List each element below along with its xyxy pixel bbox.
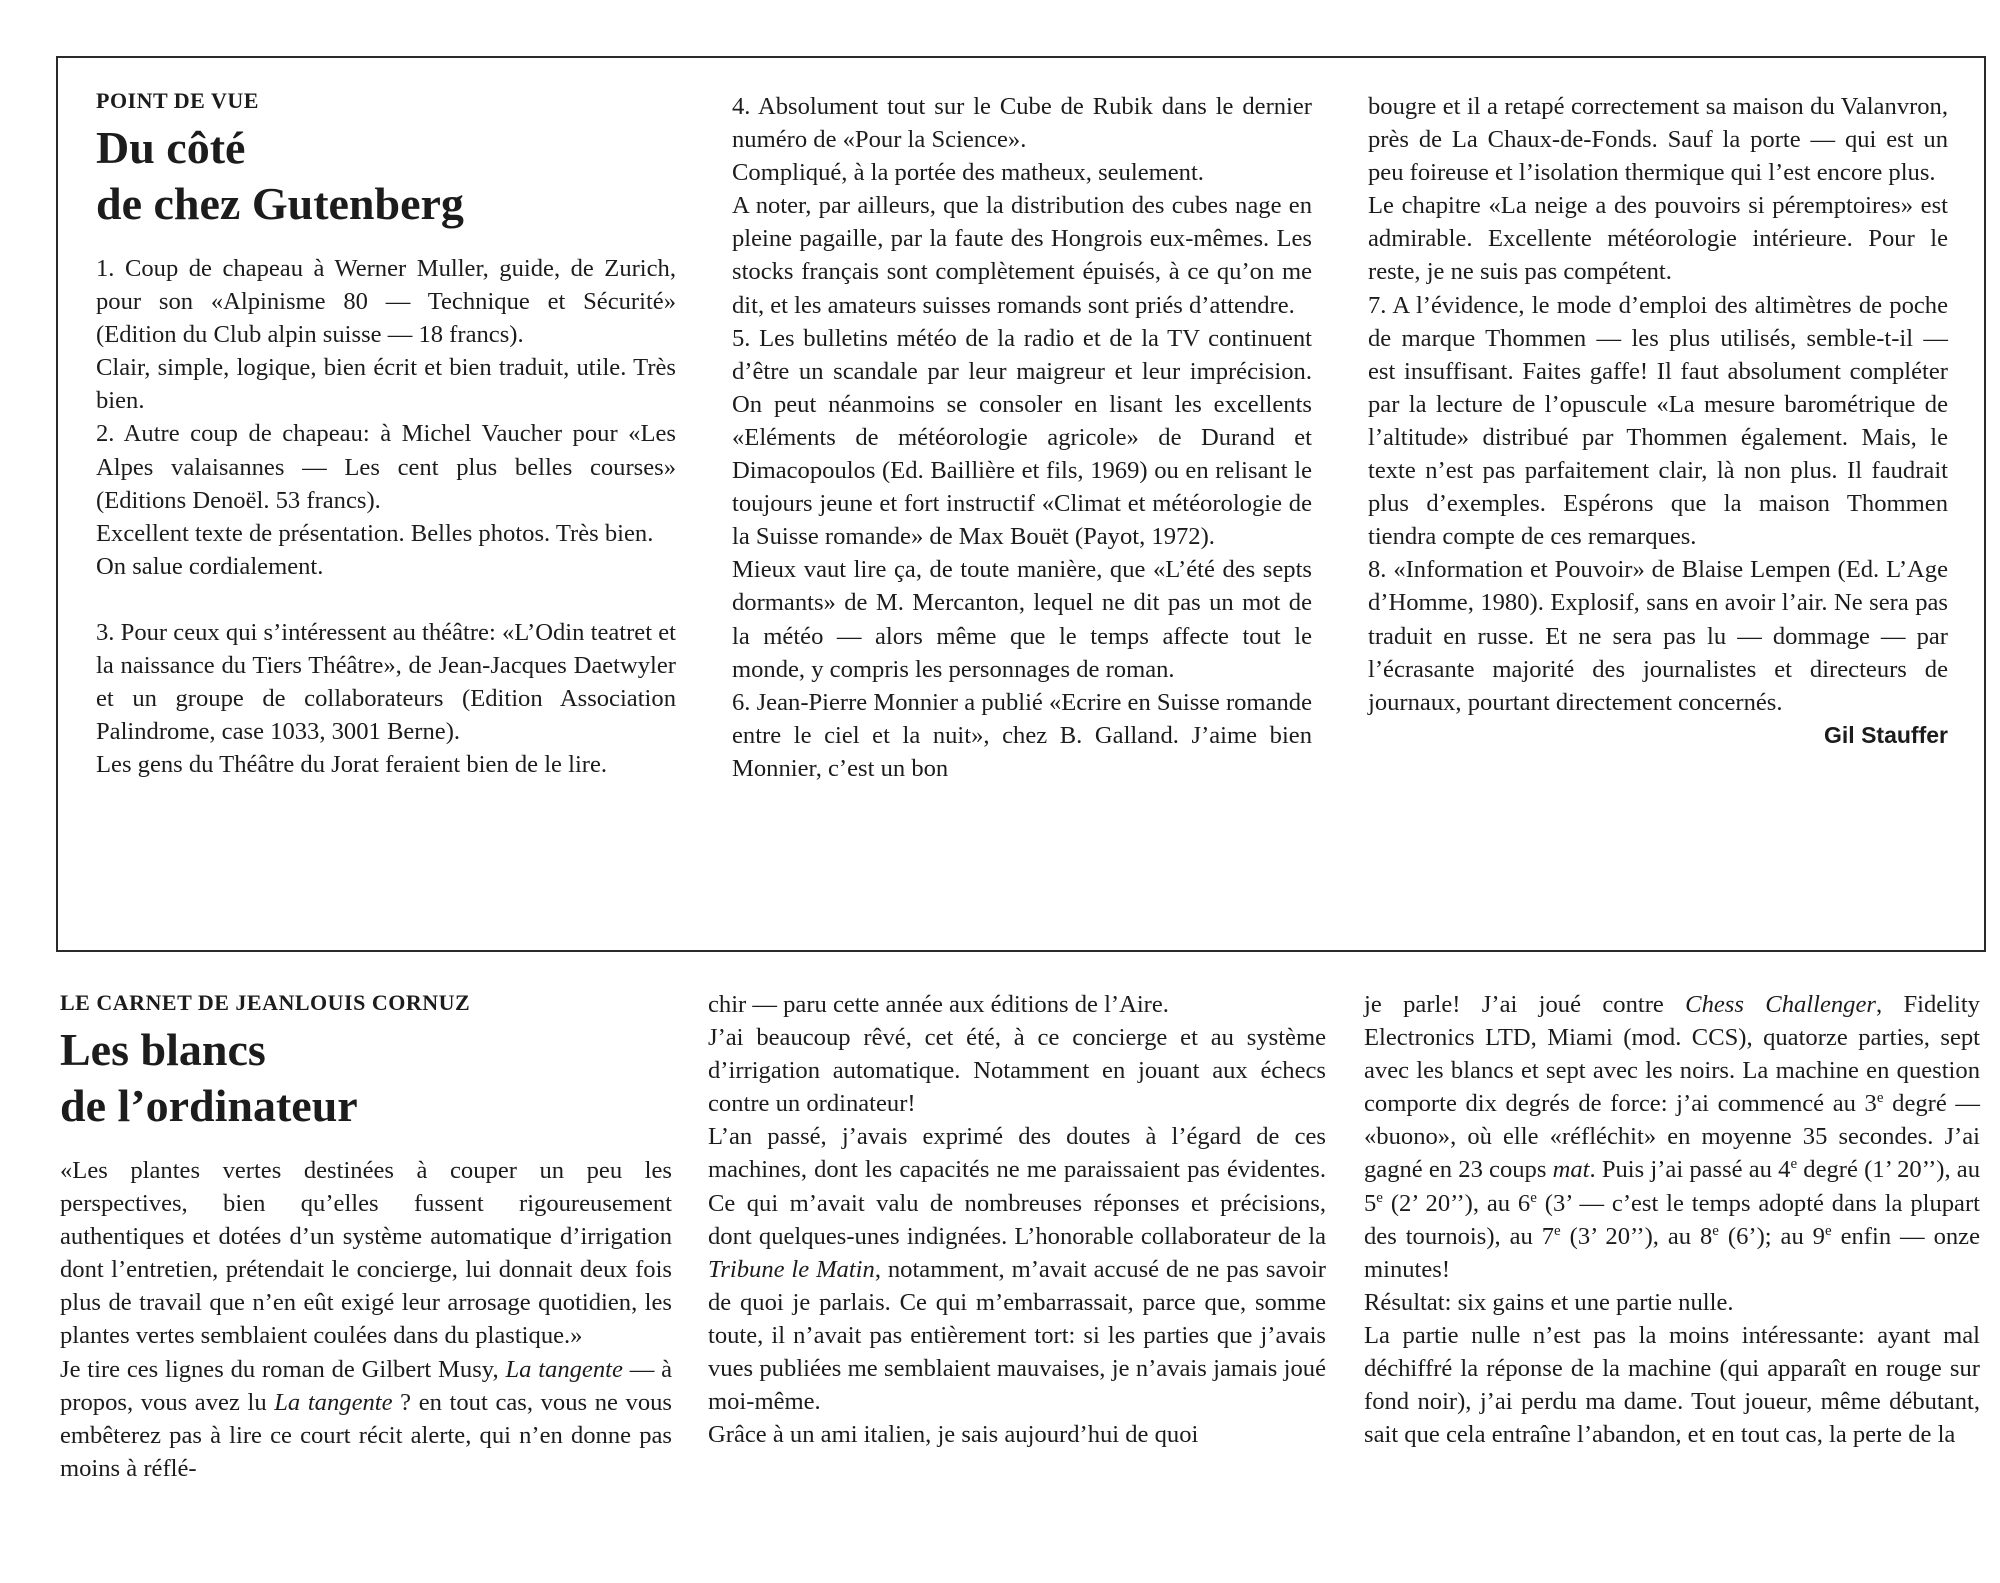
author-signature: Gil Stauffer	[1824, 721, 1948, 748]
paragraph: 2. Autre coup de chapeau: à Michel Vaucher pour «Les Alpes valaisannes — Les cent plus belles courses» (Editions Denoël. 53 francs).	[96, 420, 676, 514]
paragraph: Compliqué, à la portée des matheux, seulement.	[732, 159, 1204, 187]
program-name: Chess Challenger	[1685, 991, 1876, 1018]
book-title: La tangente	[274, 1388, 393, 1416]
paragraph: 3. Pour ceux qui s’intéressent au théâtre: «L’Odin teatret et la naissance du Tiers Théâtre», de Jean-Jacques Daetwyler et un groupe de collaborateurs (Edition Association Palindrome, case 1033, 3001 Berne).	[96, 618, 676, 746]
paragraph: Clair, simple, logique, bien écrit et bien traduit, utile. Très bien.	[96, 354, 676, 415]
paragraph: je parle! J’ai joué contre Chess Challenger, Fidelity Electronics LTD, Miami (mod. CCS), quatorze parties, sept avec les blancs et sept avec les noirs. La machine en question comporte dix degrés de force: j’ai commencé au 3e degré — «buono», où elle «réfléchit» en moyenne 35 secondes. J’ai gagné en 23 coups mat. Puis j’ai passé au 4e degré (1’ 20’’), au 5e (2’ 20’’), au 6e (3’ — c’est le temps adopté dans la plupart des tournois), au 7e (3’ 20’’), au 8e (6’); au 9e enfin — onze minutes!	[1364, 991, 1981, 1283]
paragraph: A noter, par ailleurs, que la distribution des cubes nage en pleine pagaille, par la faute des Hongrois eux-mêmes. Les stocks français sont complètement épuisés, à ce qu’on me dit, et les amateurs suisses romands sont priés d’attendre.	[732, 192, 1312, 319]
paragraph: Mieux vaut lire ça, de toute manière, que «L’été des septs dormants» de M. Mercanton, lequel ne dit pas un mot de la météo — alors même que le temps affecte tout le monde, y compris les personnages de roman.	[732, 556, 1312, 683]
paragraph: La partie nulle n’est pas la moins intéressante: ayant mal déchiffré la réponse de la machine (qui apparaît en rouge sur fond noir), j’ai perdu ma dame. Tout joueur, même débutant, sait que cela entraîne l’abandon, et en tout cas, la perte de la	[1364, 1321, 1980, 1449]
newspaper-title: Tribune le Matin	[708, 1255, 875, 1283]
point-de-vue-column-1	[96, 86, 676, 781]
paragraph: Résultat: six gains et une partie nulle.	[1364, 1288, 1734, 1316]
paragraph: 7. A l’évidence, le mode d’emploi des altimètres de poche de marque Thommen — les plus utilisés, semble-t-il — est insuffisant. Faites gaffe! Il faut absolument compléter par la lecture de l’opuscule «La mesure barométrique de l’altitude» distribué par Thommen également. Mais, le texte n’est pas parfaitement clair, là non plus. Il faudrait plus d’exemples. Espérons que la maison Thommen tiendra compte de ces remarques.	[1368, 291, 1948, 551]
headline-line-2: de l’ordinateur	[60, 1080, 358, 1131]
article-headline	[60, 1022, 672, 1134]
headline-line-1: Du côté	[96, 122, 246, 173]
paragraph: «Les plantes vertes destinées à couper un peu les perspectives, bien qu’elles fussent rigoureusement authentiques et dotées d’un système automatique d’irrigation dont l’entretien, prétendait le concierge, lui donnait deux fois plus de travail que n’en eût exigé leur arrosage quotidien, les plantes vertes semblaient coulées dans du plastique.»	[60, 1157, 672, 1350]
paragraph: 8. «Information et Pouvoir» de Blaise Lempen (Ed. L’Age d’Homme, 1980). Explosif, sans en avoir l’air. Ne sera pas traduit en russe. Et ne sera pas lu — dommage — par l’écrasante majorité des journalistes et directeurs de journaux, pourtant directement concernés.	[1368, 556, 1948, 716]
point-de-vue-column-3	[1368, 90, 1948, 752]
paragraph: On salue cordialement.	[96, 552, 324, 580]
paragraph: 4. Absolument tout sur le Cube de Rubik dans le dernier numéro de «Pour la Science».	[732, 93, 1312, 154]
paragraph: J’ai beaucoup rêvé, cet été, à ce concierge et au système d’irrigation automatique. Notamment en jouant aux échecs contre un ordinateur!	[708, 1024, 1326, 1118]
paragraph: Excellent texte de présentation. Belles photos. Très bien.	[96, 519, 654, 547]
carnet-column-3	[1364, 988, 1980, 1451]
paragraph: 1. Coup de chapeau à Werner Muller, guide, de Zurich, pour son «Alpinisme 80 — Technique et Sécurité» (Edition du Club alpin suisse — 18 francs).	[96, 255, 676, 349]
paragraph: chir — paru cette année aux éditions de l’Aire.	[708, 991, 1169, 1018]
paragraph: 6. Jean-Pierre Monnier a publié «Ecrire en Suisse romande entre le ciel et la nuit», chez B. Galland. J’aime bien Monnier, c’est un bon	[732, 688, 1312, 782]
point-de-vue-column-2	[732, 90, 1312, 785]
carnet-column-2	[708, 988, 1326, 1451]
paragraph: Grâce à un ami italien, je sais aujourd’hui de quoi	[708, 1421, 1199, 1449]
article-headline	[96, 120, 676, 232]
book-title: La tangente	[505, 1355, 623, 1383]
section-kicker: POINT DE VUE	[96, 88, 259, 113]
paragraph-gap	[96, 583, 676, 616]
paragraph: Je tire ces lignes du roman de Gilbert Musy, La tangente — à propos, vous avez lu La tangente ? en tout cas, vous ne vous embêterez pas à lire ce court récit alerte, qui n’en donne pas moins à réflé-	[60, 1355, 673, 1482]
headline-line-1: Les blancs	[60, 1024, 266, 1075]
headline-line-2: de chez Gutenberg	[96, 178, 464, 229]
paragraph: bougre et il a retapé correctement sa maison du Valanvron, près de La Chaux-de-Fonds. Sauf la porte — qui est un peu foireuse et l’isolation thermique qui l’est encore plus.	[1368, 93, 1948, 187]
paragraph: L’an passé, j’avais exprimé des doutes à l’égard de ces machines, dont les capacités ne me paraissaient pas évidentes. Ce qui m’avait valu de nombreuses réponses et précisions, dont quelques-unes indignées. L’honorable collaborateur de la Tribune le Matin, notamment, m’avait accusé de ne pas savoir de quoi je parlais. Ce qui m’embarrassait, parce que, somme toute, il n’avait pas entièrement tort: si les parties que j’avais vues publiées me semblaient mauvaises, je n’avais jamais joué moi-même.	[708, 1123, 1326, 1416]
paragraph: 5. Les bulletins météo de la radio et de la TV continuent d’être un scandale par leur maigreur et leur imprécision. On peut néanmoins se consoler en lisant les excellents «Eléments de météorologie agricole» de Durand et Dimacopoulos (Ed. Baillière et fils, 1969) ou en relisant le toujours jeune et fort instructif «Climat et météorologie de la Suisse romande» de Max Bouët (Payot, 1972).	[732, 324, 1312, 551]
carnet-column-1	[60, 988, 672, 1485]
paragraph: Le chapitre «La neige a des pouvoirs si péremptoires» est admirable. Excellente météorologie intérieure. Pour le reste, je ne suis pas compétent.	[1368, 192, 1948, 286]
section-kicker: LE CARNET DE JEANLOUIS CORNUZ	[60, 990, 471, 1015]
paragraph: Les gens du Théâtre du Jorat feraient bien de le lire.	[96, 751, 608, 779]
